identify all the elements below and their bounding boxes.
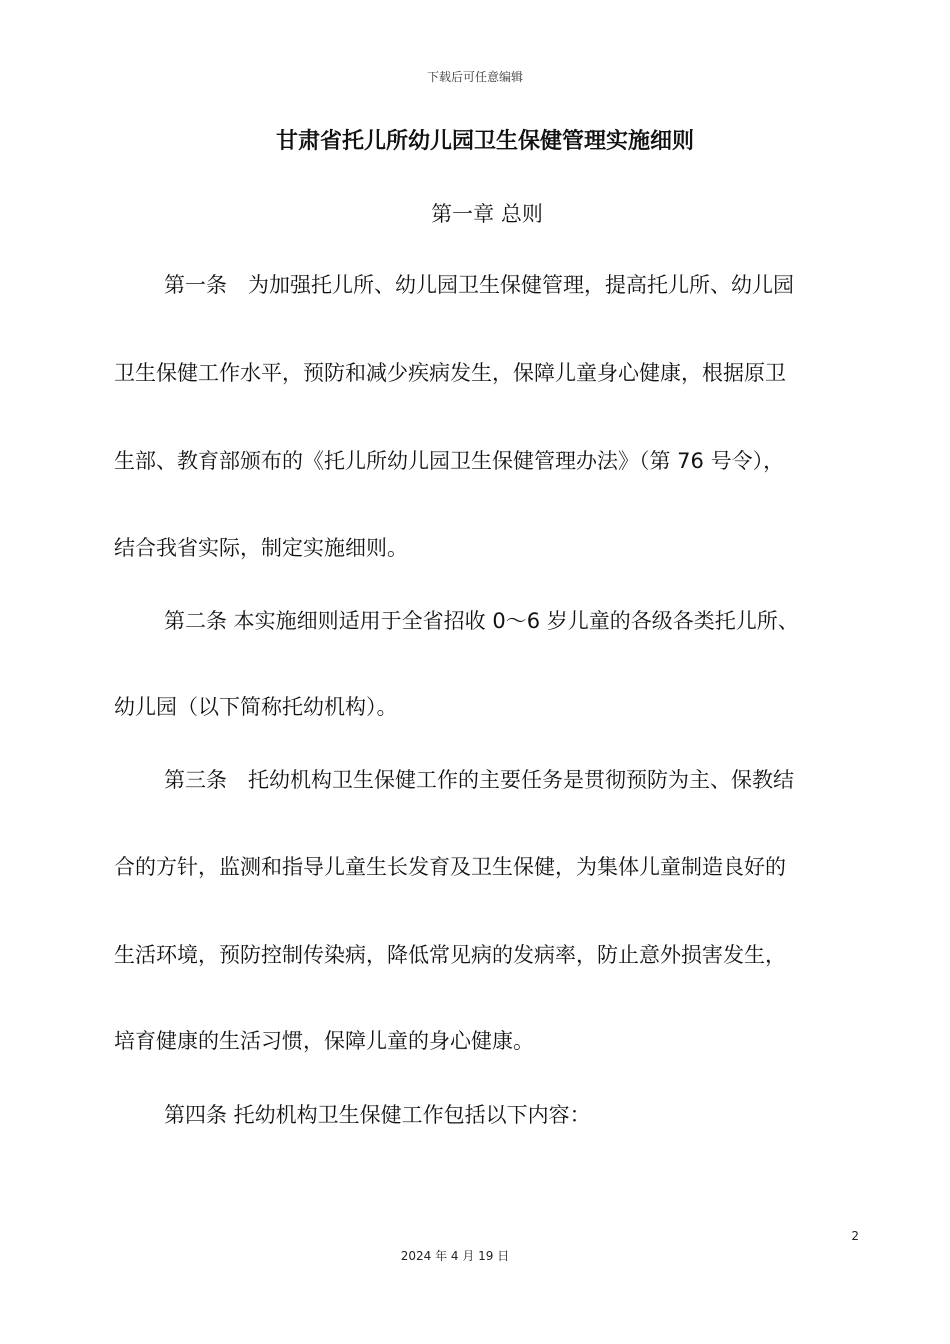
chapter-title: 第一章 总则	[431, 202, 543, 226]
article-2-line-2: 幼儿园（以下简称托幼机构）。	[114, 695, 398, 719]
article-2-line-1: 第二条 本实施细则适用于全省招收 0～6 岁儿童的各级各类托儿所、	[164, 609, 799, 633]
article-1-line-4: 结合我省实际，制定实施细则。	[114, 536, 408, 560]
article-1-line-1: 第一条 为加强托儿所、幼儿园卫生保健管理，提高托儿所、幼儿园	[164, 273, 794, 297]
article-1-line-2: 卫生保健工作水平，预防和减少疾病发生，保障儿童身心健康，根据原卫	[114, 361, 786, 385]
footer-date: 2024 年 4 月 19 日	[400, 1249, 510, 1263]
page-number: 2	[851, 1229, 859, 1243]
article-1-line-3: 生部、教育部颁布的《托儿所幼儿园卫生保健管理办法》（第 76 号令），	[114, 449, 785, 473]
article-3-line-1: 第三条 托幼机构卫生保健工作的主要任务是贯彻预防为主、保教结	[164, 768, 794, 792]
article-4-line-1: 第四条 托幼机构卫生保健工作包括以下内容：	[164, 1103, 591, 1127]
header-note: 下载后可任意编辑	[426, 70, 523, 84]
document-title: 甘肃省托儿所幼儿园卫生保健管理实施细则	[275, 129, 694, 154]
article-3-line-4: 培育健康的生活习惯，保障儿童的身心健康。	[114, 1029, 534, 1053]
article-3-line-3: 生活环境，预防控制传染病，降低常见病的发病率，防止意外损害发生，	[114, 943, 786, 967]
article-3-line-2: 合的方针，监测和指导儿童生长发育及卫生保健，为集体儿童制造良好的	[114, 855, 786, 879]
